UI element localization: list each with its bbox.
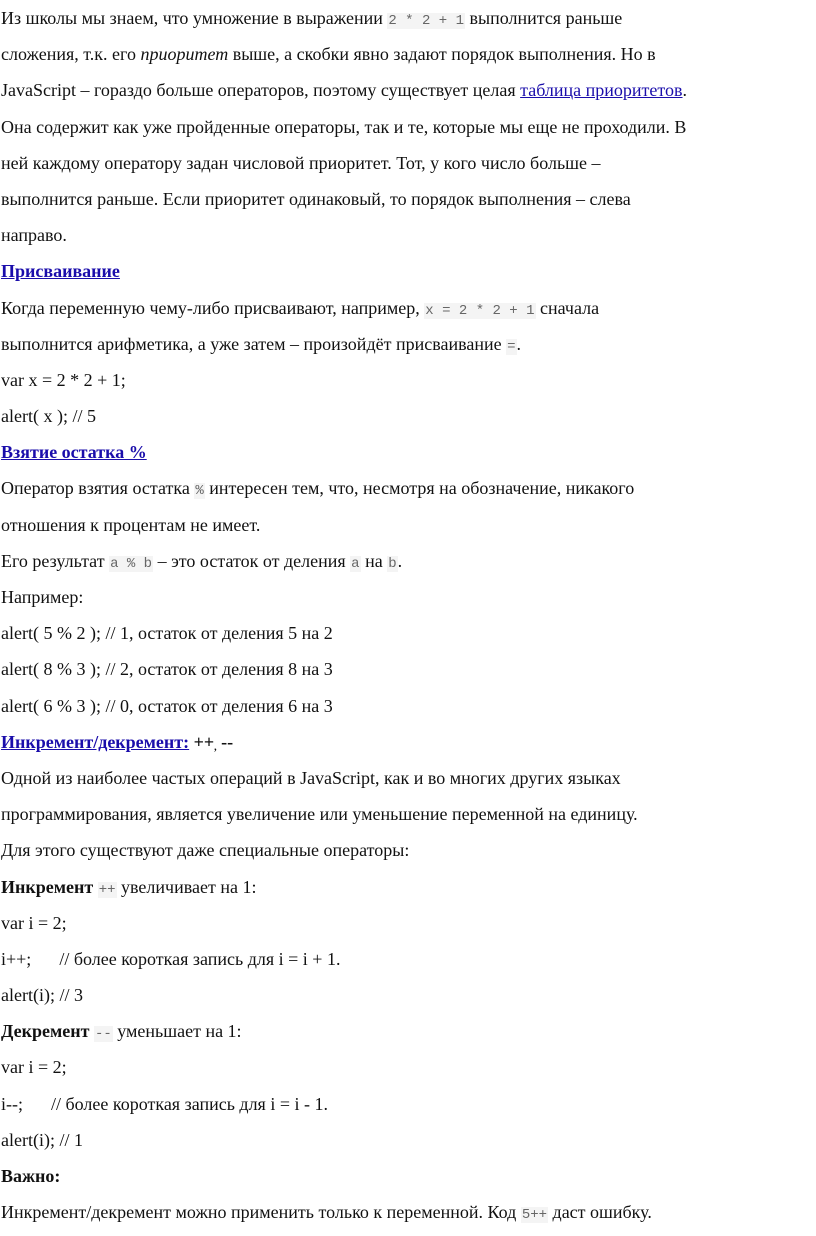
inline-code: % — [195, 483, 204, 500]
important-label: Важно: — [1, 1166, 61, 1186]
code-line: alert( 5 % 2 ); // 1, остаток от деления 5 на 2 — [1, 623, 333, 644]
decrement-label: Декремент — [1, 1021, 90, 1042]
decrement-line — [1, 1013, 816, 1049]
incdec-last-line — [1, 1194, 816, 1230]
inline-code: a — [351, 555, 360, 572]
code-line: alert( x ); // 5 — [1, 406, 96, 427]
modulo-line-1 — [1, 470, 816, 506]
text: – это остаток от деления — [153, 550, 351, 571]
increment-label: Инкремент — [1, 876, 94, 897]
emphasis-text: приоритет — [140, 44, 229, 65]
code-statement: i++; — [1, 948, 32, 969]
code-line: alert( 6 % 3 ); // 0, остаток от деления 6 на 3 — [1, 695, 333, 716]
modulo-heading-row — [1, 434, 816, 470]
code-line: var x = 2 * 2 + 1; — [1, 369, 126, 390]
incdec-line-3: Для этого существуют даже специальные операторы: — [1, 840, 410, 861]
code-line: var i = 2; — [1, 912, 67, 933]
code-line — [1, 941, 816, 977]
code-comment: // более короткая запись для i = i - 1. — [51, 1093, 328, 1114]
incdec-line-2: программирования, является увеличение или уменьшение переменной на единицу. — [1, 804, 638, 825]
increment-line — [1, 869, 816, 905]
inline-code: -- — [94, 1026, 112, 1043]
text: . — [682, 80, 688, 101]
intro-line-4: Она содержит как уже пройденные операторы, так и те, которые мы еще не проходили. В — [1, 116, 687, 137]
text: интересен тем, что, несмотря на обозначение, никакого — [204, 478, 635, 499]
text: уменьшает на 1: — [112, 1021, 242, 1042]
inline-code: 2 * 2 + 1 — [388, 13, 464, 29]
inline-code: x = 2 * 2 + 1 — [425, 302, 535, 319]
assignment-heading-link[interactable]: Присваивание — [1, 261, 120, 282]
modulo-line-2: отношения к процентам не имеет. — [1, 514, 261, 535]
code-line: alert(i); // 3 — [1, 985, 83, 1006]
intro-line-6: выполнится раньше. Если приоритет одинаковый, то порядок выполнения – слева — [1, 188, 631, 209]
priority-table-link[interactable]: таблица приоритетов — [520, 80, 683, 101]
text: увеличивает на 1: — [116, 876, 257, 897]
inline-code: 5++ — [521, 1207, 548, 1224]
modulo-line-3 — [1, 543, 816, 579]
code-line: alert(i); // 1 — [1, 1129, 83, 1150]
code-line: var i = 2; — [1, 1057, 67, 1078]
text: Инкремент/декремент можно применить только к переменной. Код — [1, 1202, 521, 1223]
text: Оператор взятия остатка — [1, 478, 195, 499]
incdec-heading-separator: , — [214, 741, 217, 753]
assignment-line-1 — [1, 290, 816, 326]
assignment-line-2 — [1, 326, 816, 362]
inline-code: = — [507, 338, 516, 355]
inline-code: b — [388, 555, 397, 572]
text: Когда переменную чему-либо присваивают, например, — [1, 297, 425, 318]
text: выше, а скобки явно задают порядок выполнения. Но в — [228, 44, 656, 65]
text: . — [516, 333, 522, 354]
inline-code: ++ — [98, 881, 116, 898]
text: . — [397, 550, 403, 571]
modulo-line-4: Например: — [1, 587, 84, 607]
text: выполнится раньше — [465, 8, 623, 28]
text: выполнится арифметика, а уже затем – произойдёт присваивание — [1, 333, 507, 354]
incdec-heading-row — [1, 724, 816, 760]
code-comment: // более короткая запись для i = i + 1. — [59, 948, 341, 969]
intro-line-2 — [1, 36, 816, 72]
intro-line-3 — [1, 72, 816, 108]
modulo-heading-link[interactable]: Взятие остатка % — [1, 442, 147, 463]
text: сложения, т.к. его — [1, 44, 141, 65]
code-statement: i--; — [1, 1093, 23, 1114]
text: Из школы мы знаем, что умножение в выражении — [1, 8, 388, 28]
assignment-heading-row — [1, 253, 816, 289]
code-line: alert( 8 % 3 ); // 2, остаток от деления 8 на 3 — [1, 659, 333, 680]
incdec-heading-tail: ++ — [189, 731, 215, 752]
text: на — [360, 550, 388, 571]
intro-line-1 — [1, 0, 816, 36]
intro-line-7: направо. — [1, 225, 67, 246]
incdec-line-1: Одной из наиболее частых операций в JavaScript, как и во многих других языках — [1, 767, 621, 788]
incdec-heading-tail: -- — [216, 731, 234, 752]
text: JavaScript – гораздо больше операторов, поэтому существует целая — [1, 80, 521, 101]
text: даст ошибку. — [548, 1202, 652, 1223]
intro-line-5: ней каждому оператору задан числовой приоритет. Тот, у кого число больше – — [1, 152, 601, 173]
text: сначала — [535, 297, 600, 318]
incdec-heading-link[interactable]: Инкремент/декремент: — [1, 731, 190, 752]
text: Его результат — [1, 550, 110, 571]
inline-code: a % b — [110, 555, 153, 572]
code-line — [1, 1086, 816, 1122]
